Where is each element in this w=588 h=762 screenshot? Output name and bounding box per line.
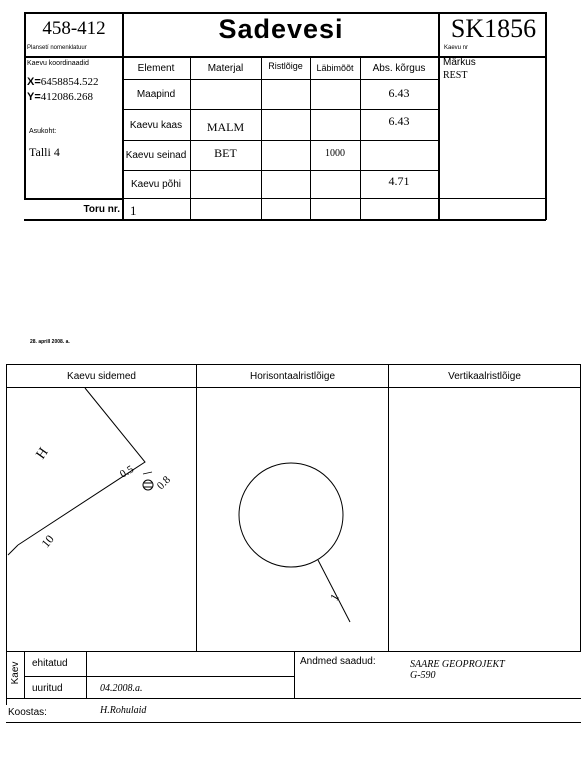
data-source-code: G-590	[410, 670, 436, 681]
row-element: Kaevu seinad	[125, 150, 187, 161]
coordinates-label: Kaevu koordinaadid	[27, 60, 89, 67]
pipe-number-label: Toru nr.	[83, 204, 120, 215]
data-source-org: SAARE GEOPROJEKT	[410, 659, 505, 670]
dimension-line	[143, 472, 152, 474]
pipe-number-value: 1	[130, 203, 137, 218]
row-abs-height: 4.71	[388, 174, 410, 188]
pipe-line	[318, 560, 350, 622]
location-label: Asukoht:	[29, 128, 57, 135]
author-value: H.Rohulaid	[100, 705, 147, 716]
built-label: ehitatud	[32, 658, 68, 669]
row-material: MALM	[206, 119, 245, 134]
row-material: BET	[214, 146, 237, 160]
row-diameter: 1000	[325, 148, 345, 159]
col-header-diameter: Läbimõõt	[316, 63, 354, 73]
sketch-pipe-mark: 1	[327, 591, 343, 604]
well-symbol	[143, 480, 153, 490]
date-stamp: 28. aprill 2008. a.	[30, 339, 70, 345]
data-source-label: Andmed saadud:	[300, 656, 376, 667]
x-coordinate: X=6458854.522	[27, 76, 99, 88]
row-abs-height: 6.43	[388, 113, 410, 128]
section-horizontal-heading: Horisontaalristlõige	[249, 370, 336, 382]
col-header-element: Element	[137, 62, 175, 74]
row-note: REST	[443, 70, 468, 81]
sketch-dimension-b: 0.8	[154, 473, 173, 493]
sketch-h-mark: H	[33, 445, 52, 463]
col-header-abs-height: Abs. kõrgus	[372, 62, 426, 74]
section-vertical-heading: Vertikaalristlõige	[448, 370, 521, 382]
well-id: SK1856	[450, 14, 537, 43]
col-header-material: Materjal	[207, 62, 244, 74]
row-element: Maapind	[136, 89, 176, 100]
y-coordinate: Y=412086.268	[27, 91, 94, 103]
well-number-label: Kaevu nr	[444, 45, 469, 51]
author-label: Koostas:	[8, 707, 47, 718]
well-label: Kaev	[9, 661, 21, 685]
col-header-cross-section: Ristlõige	[268, 61, 303, 71]
col-header-note: Märkus	[443, 57, 476, 68]
building-edge	[8, 545, 18, 555]
sheet-number: 458-412	[42, 18, 106, 39]
row-element: Kaevu põhi	[130, 179, 182, 190]
document-title: Sadevesi	[218, 14, 344, 44]
sketch-dimension-a: 0.5	[117, 463, 136, 481]
sketch-distance-mark: 10	[38, 532, 57, 551]
row-element: Kaevu kaas	[129, 119, 183, 131]
section-links-heading: Kaevu sidemed	[67, 370, 136, 382]
surveyed-label: uuritud	[32, 683, 63, 694]
row-abs-height: 6.43	[388, 85, 410, 100]
location-value: Talli 4	[29, 145, 60, 159]
horizontal-section-circle	[239, 463, 343, 567]
nomenclature-label: Plansetí nomenklatuur	[27, 45, 87, 51]
surveyed-value: 04.2008.a.	[100, 683, 143, 694]
